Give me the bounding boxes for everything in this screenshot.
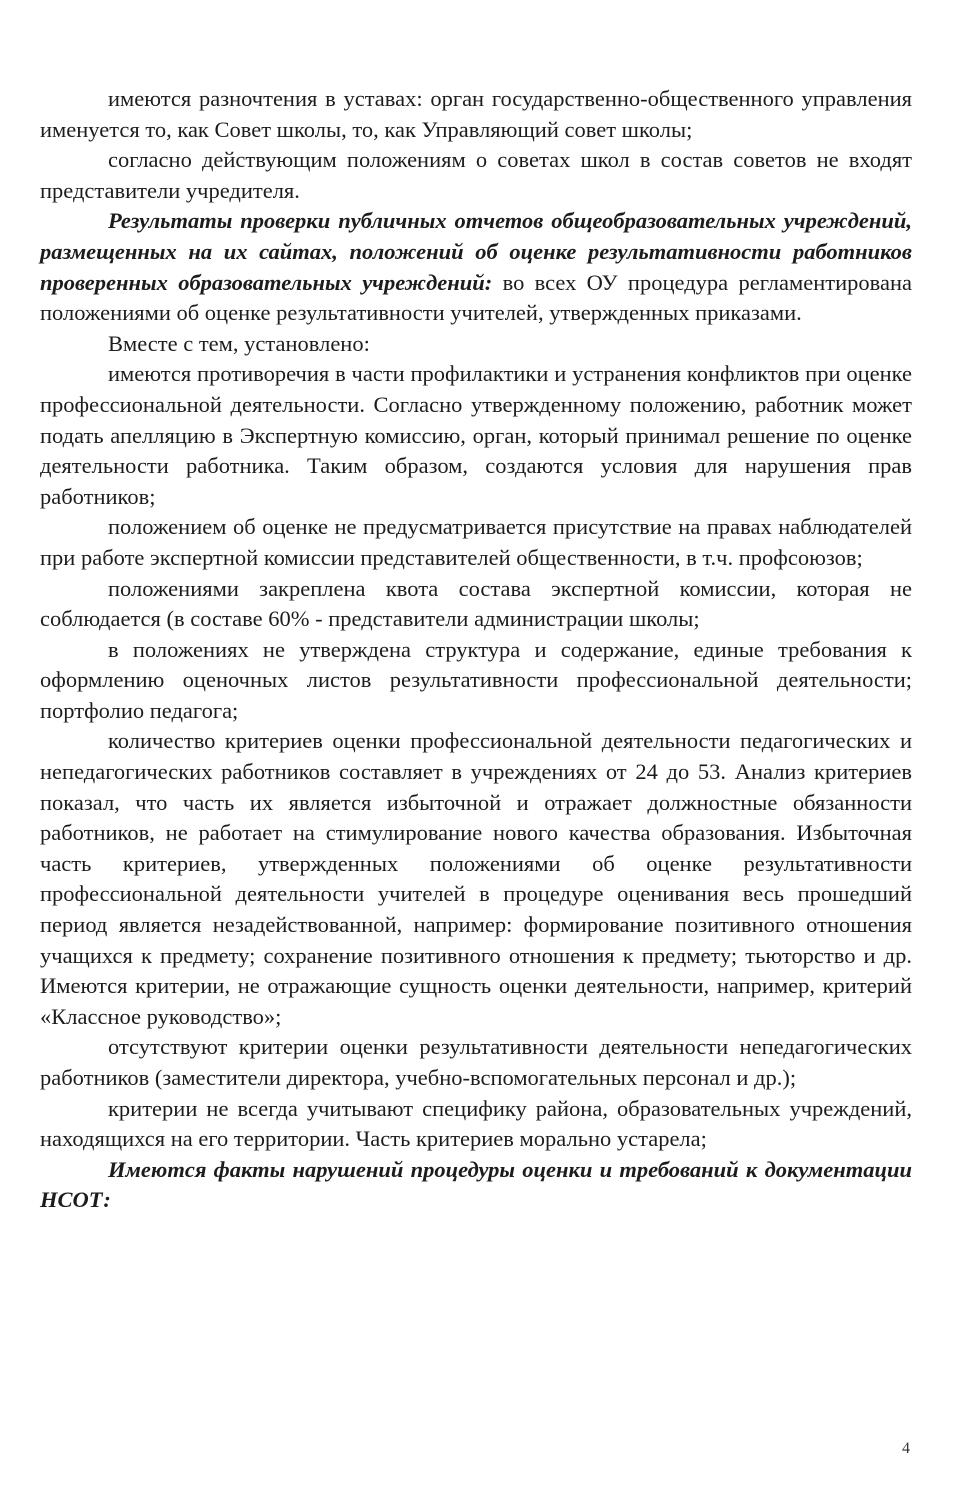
bold-italic-heading: Результаты проверки публичных отчетов общеобразовательных учреждений, размещенных на их сайтах, положений об оценке результативности работников проверенных образовательных учреждений: bbox=[40, 208, 912, 295]
paragraph-conflict-contradictions bbox=[40, 359, 912, 512]
paragraph-district-specifics bbox=[40, 1094, 912, 1155]
paragraph-text: отсутствуют критерии оценки результативности деятельности непедагогических работников (заместители директора, учебно-вспомогательных персонал и др.); bbox=[40, 1034, 912, 1090]
paragraph-commission-quota bbox=[40, 574, 912, 635]
page-number: 4 bbox=[902, 1440, 910, 1457]
paragraph-charter-discrepancies bbox=[40, 84, 912, 145]
paragraph-councils-composition bbox=[40, 145, 912, 206]
bold-italic-heading: Имеются факты нарушений процедуры оценки и требований к документации НСОТ: bbox=[40, 1156, 912, 1213]
paragraph-criteria-count bbox=[40, 726, 912, 1032]
paragraph-text: имеются противоречия в части профилактики и устранения конфликтов при оценке профессиональной деятельности. Согласно утвержденному положению, работник может подать апелляцию в Экспертную комиссию, орган, который принимал решение по оценке деятельности работника. Таким образом, создаются условия для нарушения прав работников; bbox=[40, 361, 912, 509]
paragraph-inspection-results bbox=[40, 206, 912, 328]
paragraph-text: положением об оценке не предусматривается присутствие на правах наблюдателей при работе экспертной комиссии представителей общественности, в т.ч. профсоюзов; bbox=[40, 514, 912, 570]
paragraph-violations-heading bbox=[40, 1155, 912, 1216]
paragraph-text: положениями закреплена квота состава экспертной комиссии, которая не соблюдается (в составе 60% - представители администрации школы; bbox=[40, 575, 912, 632]
paragraph-evaluation-sheets bbox=[40, 635, 912, 727]
paragraph-text: во всех ОУ процедура регламентирована положениями об оценке результативности учителей, утвержденных приказами. bbox=[40, 269, 912, 326]
paragraph-text: имеются разночтения в уставах: орган государственно-общественного управления именуется то, как Совет школы, то, как Управляющий совет школы; bbox=[40, 86, 912, 142]
paragraph-text: количество критериев оценки профессиональной деятельности педагогических и непедагогических работников составляет в учреждениях от 24 до 53. Анализ критериев показал, что часть их является избыточной и отражает должностные обязанности работников, не работает на стимулирование нового качества образования. Избыточная часть критериев, утвержденных положениями об оценке результативности профессиональной деятельности учителей в процедуре оценивания весь прошедший период является незадействованной, например: формирование позитивного отношения учащихся к предмету; сохранение позитивного отношения к предмету; тьюторство и др. Имеются критерии, не отражающие сущность оценки деятельности, например, критерий «Классное руководство»; bbox=[40, 728, 912, 1029]
paragraph-text: согласно действующим положениям о советах школ в состав советов не входят представители учредителя. bbox=[40, 147, 912, 203]
paragraph-observers bbox=[40, 512, 912, 573]
document-body bbox=[40, 84, 912, 1216]
paragraph-text: Вместе с тем, установлено: bbox=[108, 330, 370, 356]
paragraph-text: в положениях не утверждена структура и содержание, единые требования к оформлению оценочных листов результативности профессиональной деятельности; портфолио педагога; bbox=[40, 636, 912, 723]
paragraph-text: критерии не всегда учитывают специфику района, образовательных учреждений, находящихся на его территории. Часть критериев морально устарела; bbox=[40, 1095, 912, 1152]
paragraph-established bbox=[40, 329, 912, 360]
paragraph-missing-criteria bbox=[40, 1032, 912, 1093]
